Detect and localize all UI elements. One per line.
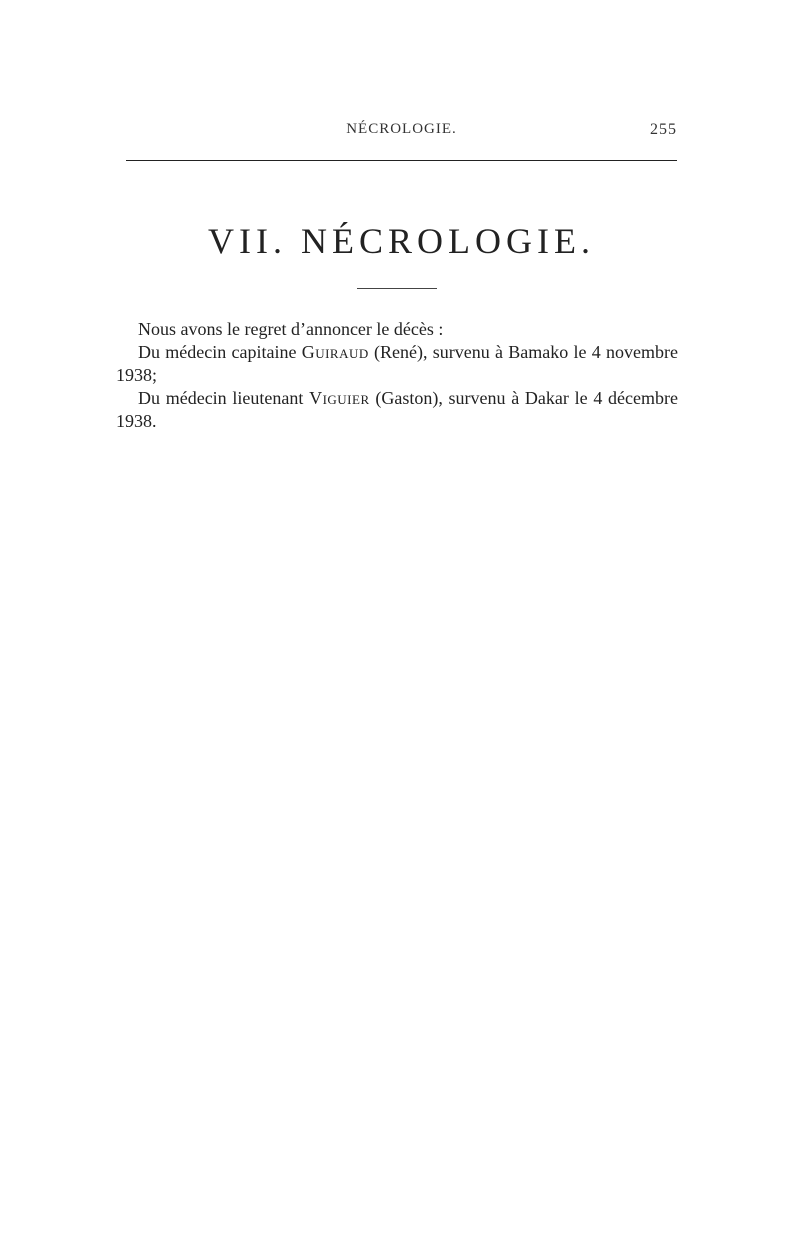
deceased-name: Viguier (309, 388, 370, 408)
running-header (126, 121, 677, 143)
entry-prefix: Du médecin lieutenant (138, 388, 310, 408)
section-title: VII. NÉCROLOGIE. (208, 221, 595, 261)
title-underline-rule (357, 288, 437, 289)
deceased-name: Guiraud (301, 342, 369, 362)
entry-details: (René), survenu à Bamako le 4 novembre 1938; (116, 342, 678, 385)
entry-details: (Gaston), survenu à Dakar le 4 décembre 1938. (116, 388, 678, 431)
header-rule (126, 160, 677, 161)
obituary-entry (116, 387, 678, 433)
page-number: 255 (650, 121, 677, 138)
entry-prefix: Du médecin capitaine (138, 342, 302, 362)
obituary-entry (116, 341, 678, 387)
obituary-body (116, 318, 678, 433)
running-title: NÉCROLOGIE. (346, 121, 457, 137)
intro-paragraph: Nous avons le regret d’annoncer le décès : (138, 319, 444, 339)
